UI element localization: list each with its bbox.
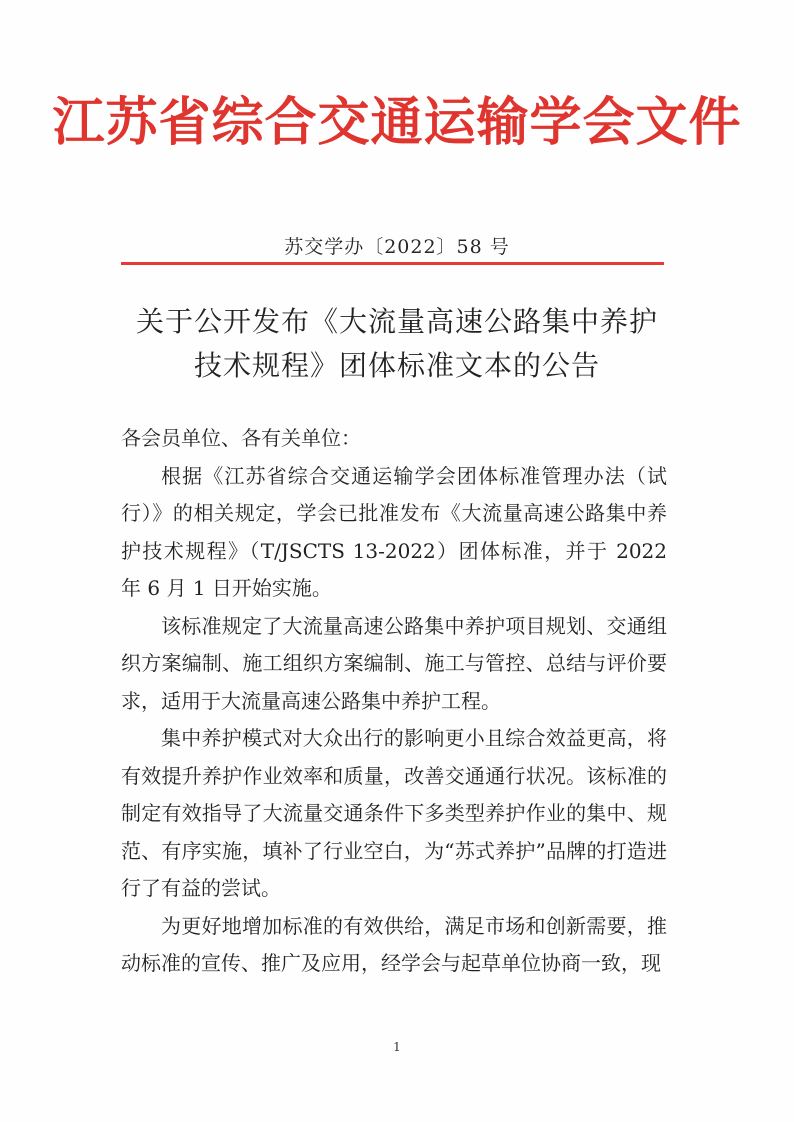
document-header-title: 江苏省综合交通运输学会文件 — [52, 92, 742, 153]
notice-title-line-2: 技术规程》团体标准文本的公告 — [193, 349, 600, 382]
salutation: 各会员单位、各有关单位： — [121, 426, 361, 450]
header-divider-rule — [121, 262, 664, 265]
document-number: 苏交学办〔2022〕58 号 — [284, 236, 510, 258]
notice-title-line-1: 关于公开发布《大流量高速公路集中养护 — [135, 305, 658, 338]
body-paragraph-4: 为更好地增加标准的有效供给，满足市场和创新需要，推动标准的宣传、推广及应用，经学会与起草单位协商一致，现 — [121, 913, 667, 975]
body-paragraph-2: 该标准规定了大流量高速公路集中养护项目规划、交通组织方案编制、施工组织方案编制、施工与管控、总结与评价要求，适用于大流量高速公路集中养护工程。 — [121, 613, 667, 713]
page-number: 1 — [393, 1040, 401, 1054]
body-paragraph-1: 根据《江苏省综合交通运输学会团体标准管理办法（试行）》的相关规定，学会已批准发布《大流量高速公路集中养护技术规程》（T/JSCTS 13-2022）团体标准，并于 2022 年 6 月 1 日开始实施。 — [121, 463, 667, 600]
document-body — [121, 420, 667, 983]
body-paragraph-3: 集中养护模式对大众出行的影响更小且综合效益更高，将有效提升养护作业效率和质量，改善交通通行状况。该标准的制定有效指导了大流量交通条件下多类型养护作业的集中、规范、有序实施，填补了行业空白，为“苏式养护”品牌的打造进行了有益的尝试。 — [121, 726, 667, 900]
notice-title — [0, 300, 794, 388]
